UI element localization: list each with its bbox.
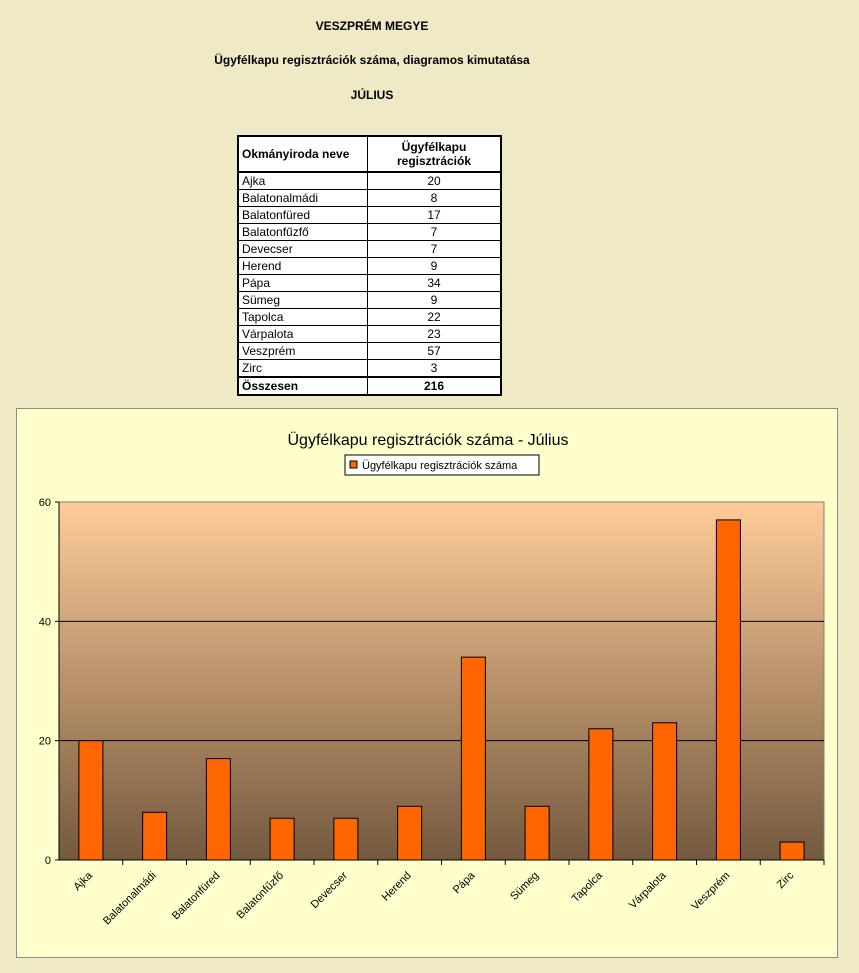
table-row [238,275,501,292]
table-row [238,309,501,326]
office-name: Pápa [238,275,368,292]
y-tick-label: 20 [38,735,51,748]
registration-count: 7 [368,241,502,258]
chart-title: Ügyfélkapu regisztrációk száma - Július [287,432,569,449]
x-tick-label: Herend [379,869,414,904]
x-tick-label: Devecser [308,869,350,911]
bar [525,806,549,860]
registration-count: 57 [368,343,502,360]
table-row [238,207,501,224]
table-row [238,258,501,275]
x-tick-label: Tapolca [569,869,605,905]
table-row [238,172,501,190]
bar [143,812,167,860]
column-header-registrations [368,136,502,172]
office-name: Devecser [238,241,368,258]
bar [589,729,613,860]
table-row [238,360,501,378]
registration-count: 3 [368,360,502,378]
x-tick-label: Pápa [450,869,478,897]
office-name: Balatonfüred [238,207,368,224]
total-value: 216 [368,377,502,395]
registration-count: 22 [368,309,502,326]
x-tick-label: Zirc [774,869,797,892]
registration-count: 8 [368,190,502,207]
column-header-registrations-line1: Ügyfélkapu [401,140,467,154]
legend-swatch [350,461,357,468]
y-tick-label: 0 [44,855,51,867]
office-name: Balatonalmádi [238,190,368,207]
registration-count: 9 [368,292,502,309]
bar [461,657,485,860]
table-row [238,224,501,241]
column-header-registrations-line2: regisztrációk [396,154,472,168]
county-title: VESZPRÉM MEGYE [315,19,429,33]
x-tick-label: Balatonfűzfő [234,869,287,922]
registration-count: 7 [368,224,502,241]
table-row [238,292,501,309]
plot-area [59,502,824,860]
y-tick-label: 40 [38,616,51,629]
table-row [238,326,501,343]
total-label: Összesen [238,377,368,395]
office-name: Balatonfűzfő [238,224,368,241]
report-subtitle: Ügyfélkapu regisztrációk száma, diagramos kimutatása [214,53,530,67]
bar [653,723,677,860]
registration-count: 20 [368,172,502,190]
registration-count: 34 [368,275,502,292]
bar [206,759,230,860]
chart-area [16,408,838,958]
month-title: JÚLIUS [350,88,394,102]
bar [780,842,804,860]
bar [79,741,103,860]
table-row [238,241,501,258]
registration-count: 9 [368,258,502,275]
registration-table [237,135,502,396]
office-name: Veszprém [238,343,368,360]
bar [716,520,740,860]
legend-label: Ügyfélkapu regisztrációk száma [362,460,518,472]
office-name: Herend [238,258,368,275]
x-tick-label: Sümeg [508,869,542,903]
bar [398,806,422,860]
office-name: Tapolca [238,309,368,326]
table-row [238,190,501,207]
office-name: Várpalota [238,326,368,343]
x-tick-label: Veszprém [689,869,733,913]
registration-count: 23 [368,326,502,343]
registration-count: 17 [368,207,502,224]
office-name: Zirc [238,360,368,378]
table-row [238,343,501,360]
x-tick-label: Várpalota [626,869,669,912]
y-tick-label: 60 [38,497,51,509]
bar-chart [17,409,837,957]
total-row [238,377,501,395]
column-header-office: Okmányiroda neve [238,136,368,172]
x-tick-label: Ajka [71,869,95,894]
office-name: Sümeg [238,292,368,309]
x-tick-label: Balatonfüred [169,869,223,923]
bar [334,818,358,860]
x-tick-label: Balatonalmádi [100,869,159,928]
office-name: Ajka [238,172,368,190]
bar [270,818,294,860]
